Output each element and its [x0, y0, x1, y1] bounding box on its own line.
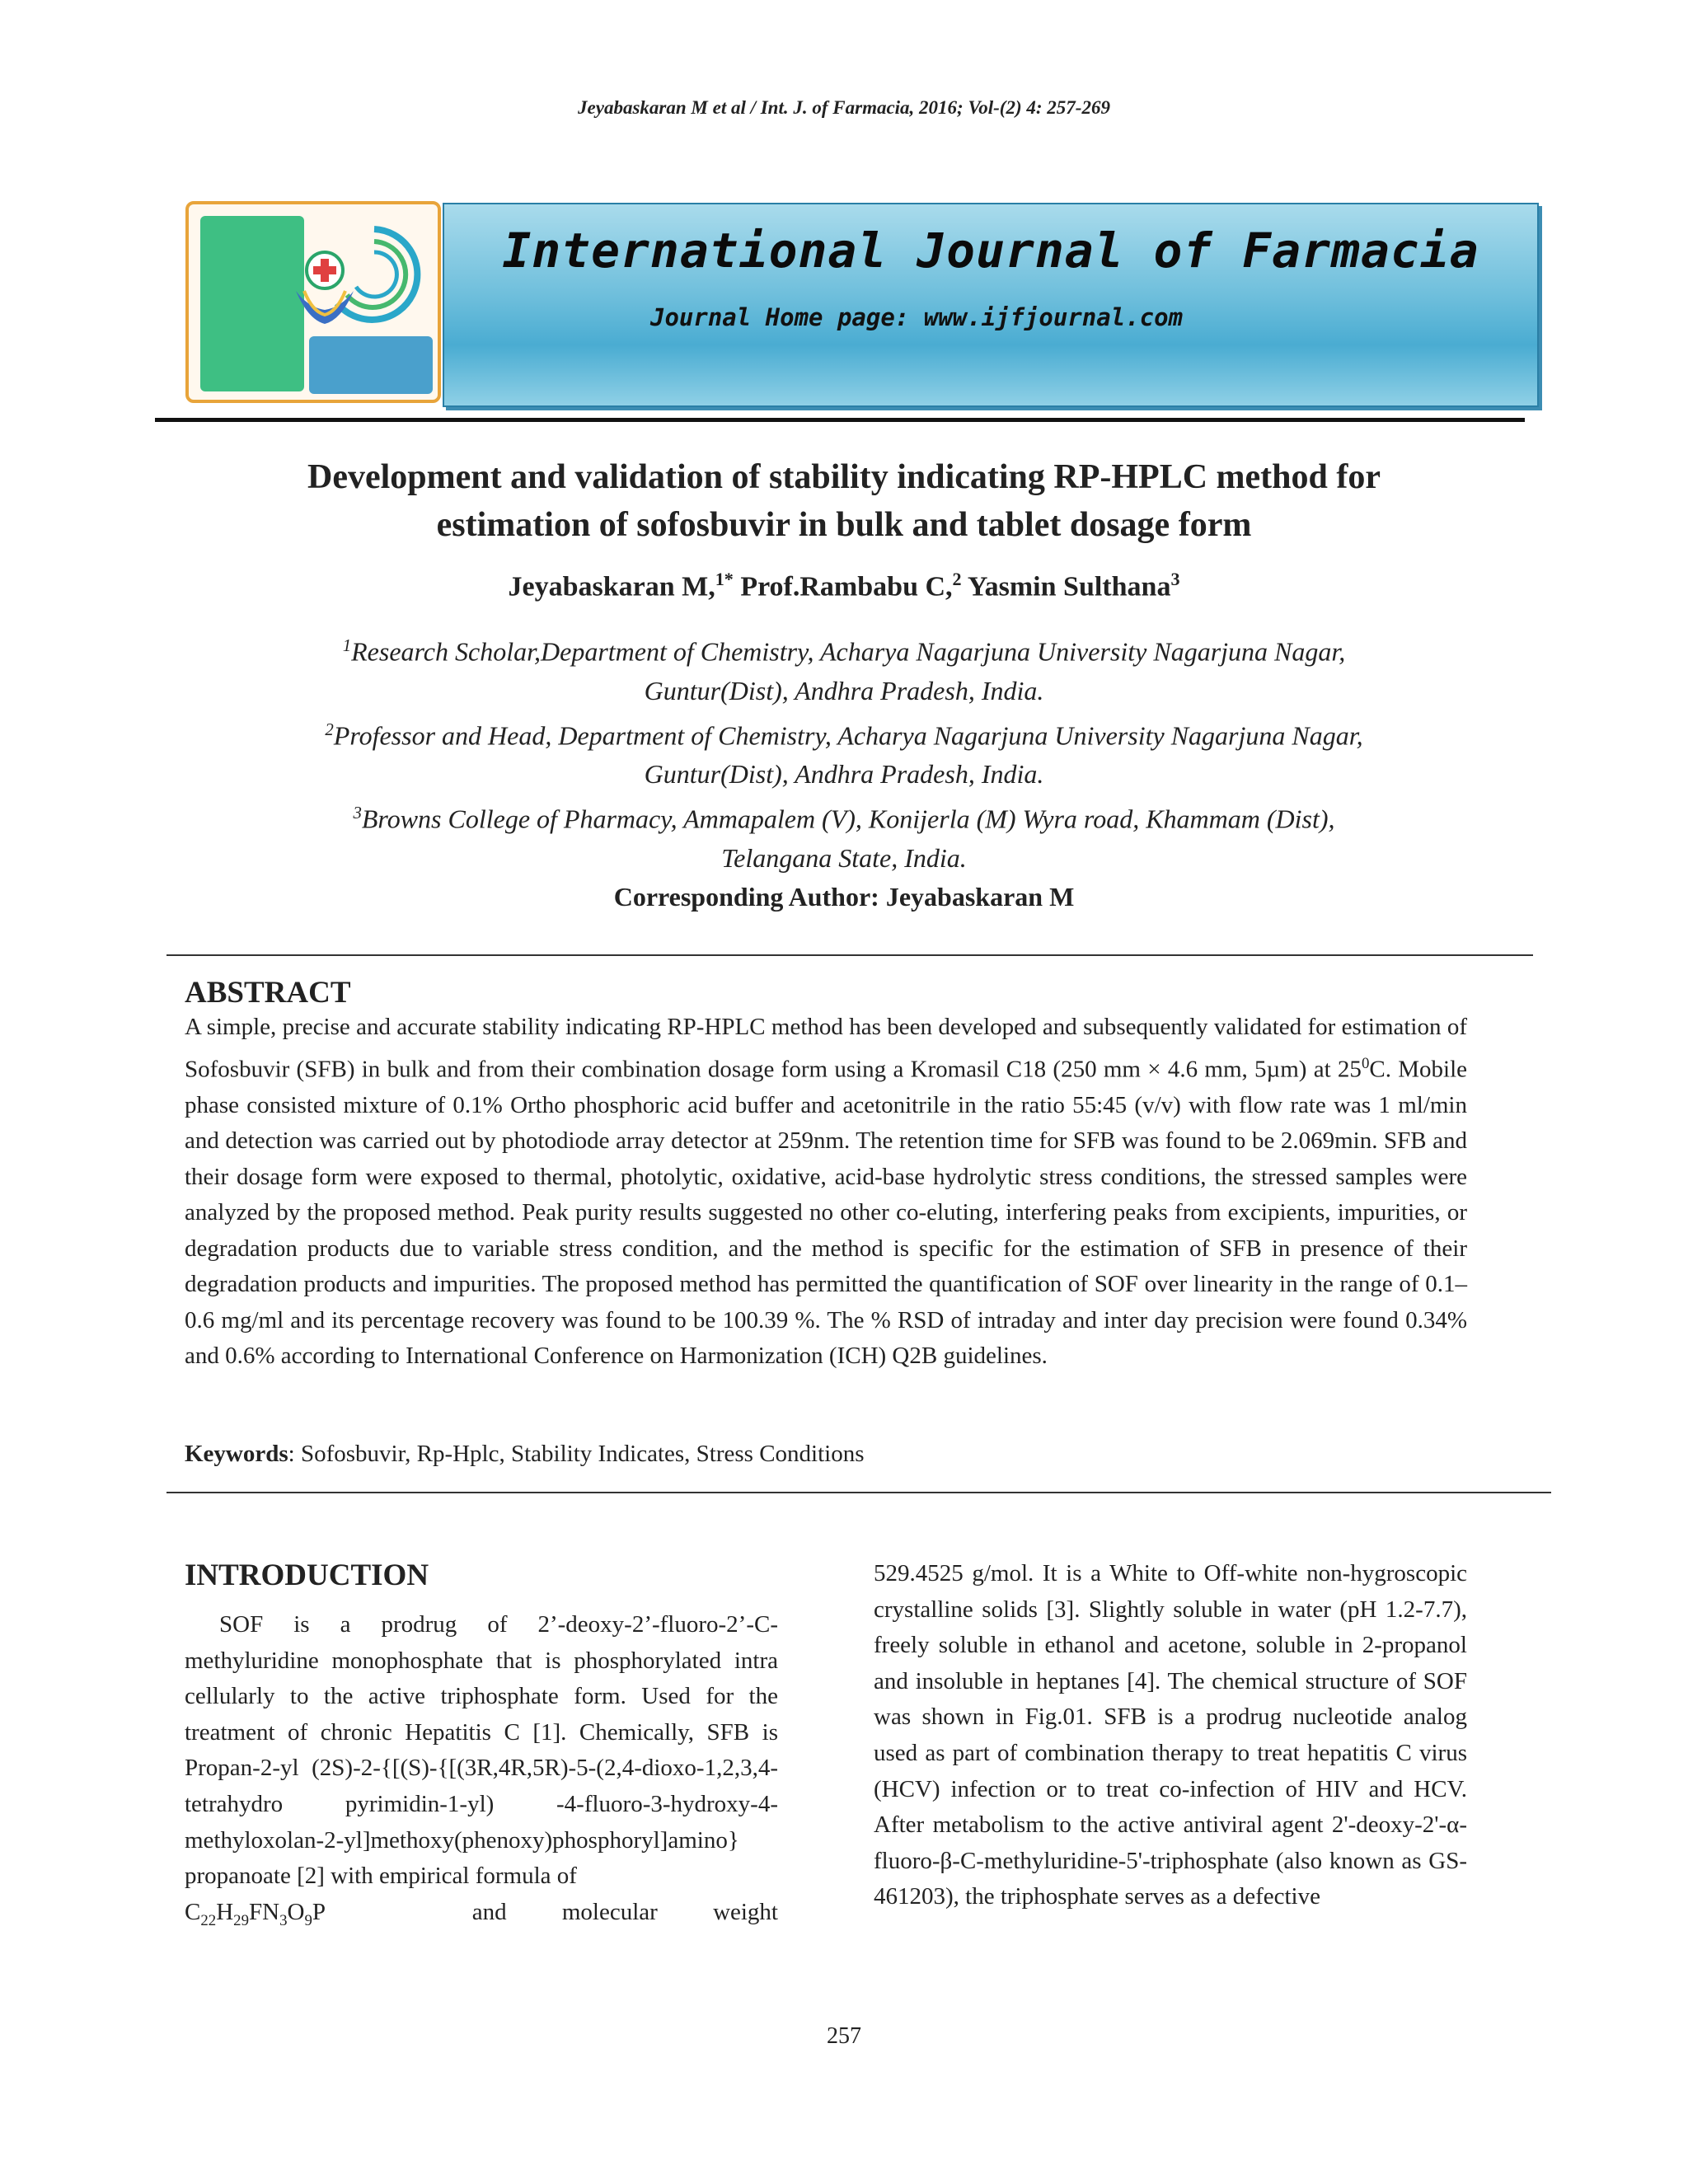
page-number: 257 — [827, 2023, 861, 2049]
author-sup: 3 — [1170, 569, 1180, 589]
paper-title-line2: estimation of sofosbuvir in bulk and tablet dosage form — [436, 506, 1252, 544]
paper-title-line1: Development and validation of stability indicating RP-HPLC method for — [307, 458, 1381, 496]
affiliation-1-cont: Guntur(Dist), Andhra Pradesh, India. — [644, 675, 1044, 705]
temperature-sup: 0 — [1361, 1054, 1370, 1072]
author-name: Jeyabaskaran M, — [508, 571, 715, 602]
paper-title — [165, 453, 1523, 549]
affiliation-line: Professor and Head, Department of Chemistry, Acharya Nagarjuna University Nagarjuna Nagar, — [333, 720, 1363, 751]
keywords-text: : Sofosbuvir, Rp-Hplc, Stability Indicates, Stress Conditions — [288, 1441, 865, 1467]
journal-home-page: Journal Home page: www.ijfjournal.com — [650, 303, 1184, 331]
journal-title: International Journal of Farmacia — [502, 223, 1479, 279]
affiliation-num: 2 — [325, 719, 334, 739]
intro-right-column — [874, 1556, 1467, 1915]
empirical-formula: $C_{22}H_{29}FN_3O_9P$ — [185, 1898, 326, 1929]
abstract-bottom-rule — [166, 1492, 1551, 1493]
abstract-part1: A simple, precise and accurate stability indicating RP-HPLC method has been developed and subsequently validated for estimation of Sofosbuvir (SFB) in bulk and from their combination dosage form using a Kromasil C18 (250 mm × 4.6 mm, 5µm) at 25 — [185, 1014, 1467, 1083]
author-sup: 1* — [715, 569, 734, 589]
affiliation-line: Research Scholar,Department of Chemistry, Acharya Nagarjuna University Nagarjuna Nagar, — [351, 636, 1346, 667]
affiliation-2 — [165, 710, 1523, 756]
affiliation-num: 1 — [342, 636, 352, 655]
affiliations — [165, 626, 1523, 878]
affiliation-3-cont: Telangana State, India. — [721, 842, 967, 873]
abstract-heading: ABSTRACT — [185, 976, 351, 1010]
formula-tail: and molecular weight — [471, 1898, 778, 1925]
author-sup: 2 — [952, 569, 962, 589]
journal-banner — [443, 203, 1539, 407]
intro-left-column — [185, 1607, 778, 1938]
affiliation-line: Browns College of Pharmacy, Ammapalem (V), Konijerla (M) Wyra road, Khammam (Dist), — [361, 804, 1335, 834]
affiliation-num: 3 — [353, 804, 362, 823]
journal-logo — [185, 201, 441, 403]
intro-paragraph: SOF is a prodrug of 2’-deoxy-2’-fluoro-2’-C-methyluridine monophosphate that is phosphorylated intra cellularly to the active triphosphate form. Used for the treatment of chronic Hepatitis C [1]. Chemically, SFB is Propan-2-yl (2S)-2-{[(S)-{[(3R,4R,5R)-5-(2,4-dioxo-1,2,3,4-tetrahydro pyrimidin-1-yl) -4-fluoro-3-hydroxy-4-methyloxolan-2-yl]methoxy(phenoxy)phosphoryl]amino} propanoate [2] with empirical formula of — [185, 1611, 778, 1890]
banner-divider — [155, 418, 1525, 422]
affiliation-3 — [165, 794, 1523, 839]
keywords-label: Keywords — [185, 1441, 288, 1467]
intro-paragraph-cont: 529.4525 g/mol. It is a White to Off-white non-hygroscopic crystalline solids [3]. Slightly soluble in water (pH 1.2-7.7), freely soluble in ethanol and acetone, soluble in 2-propanol and insoluble in heptanes [4]. The chemical structure of SOF was shown in Fig.01. SFB is a prodrug nucleotide analog used as part of combination therapy to treat hepatitis C virus (HCV) infection or to treat co-infection of HIV and HCV. After metabolism to the active antiviral agent 2'-deoxy-2'-α-fluoro-β-C-methyluridine-5'-triphosphate (also known as GS-461203), the triphosphate serves as a defective — [874, 1560, 1467, 1910]
corresponding-author: Corresponding Author: Jeyabaskaran M — [613, 882, 1075, 912]
author-name: Yasmin Sulthana — [967, 571, 1171, 602]
abstract-part2: C. Mobile phase consisted mixture of 0.1% Ortho phosphoric acid buffer and acetonitrile in the ratio 55:45 (v/v) with flow rate was 1 ml/min and detection was carried out by photodiode array detector at 259nm. The retention time for SFB was found to be 2.069min. SFB and their dosage form were exposed to thermal, photolytic, oxidative, acid-base hydrolytic stress conditions, the stressed samples were analyzed by the proposed method. Peak purity results suggested no other co-eluting, interfering peaks from excipients, impurities, or degradation products due to variable stress condition, and the method is specific for the estimation of SFB in presence of their degradation products and impurities. The proposed method has permitted the quantification of SOF over linearity in the range of 0.1– 0.6 mg/ml and its percentage recovery was found to be 100.39 %. The % RSD of intraday and inter day precision were found 0.34% and 0.6% according to International Conference on Harmonization (ICH) Q2B guidelines. — [185, 1056, 1467, 1370]
affiliation-1 — [165, 626, 1523, 672]
affiliation-2-cont: Guntur(Dist), Andhra Pradesh, India. — [644, 759, 1044, 790]
abstract-top-rule — [166, 954, 1533, 956]
running-header: Jeyabaskaran M et al / Int. J. of Farmacia, 2016; Vol-(2) 4: 257-269 — [578, 97, 1110, 118]
introduction-heading: INTRODUCTION — [185, 1558, 429, 1592]
abstract-text — [185, 1010, 1467, 1375]
formula-line — [185, 1895, 778, 1938]
author-list — [165, 569, 1523, 602]
logo-hands-cross-icon — [288, 246, 362, 328]
logo-blue-panel — [309, 336, 433, 394]
keywords — [185, 1441, 865, 1468]
author-name: Prof.Rambabu C, — [740, 571, 953, 602]
